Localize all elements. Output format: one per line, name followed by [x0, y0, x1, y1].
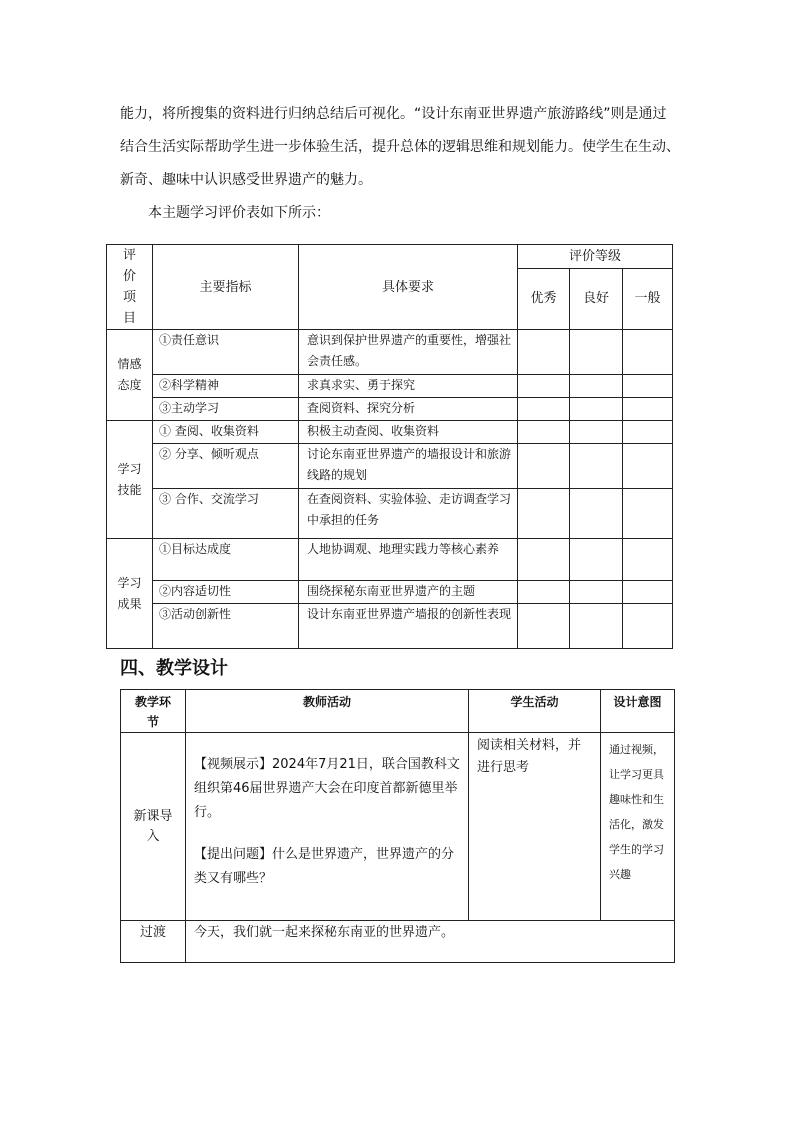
header-requirement: 具体要求 [299, 245, 518, 330]
grade-cell[interactable] [623, 489, 673, 539]
grade-cell[interactable] [518, 581, 570, 604]
header-stage: 教学环节 [121, 690, 186, 733]
grade-cell[interactable] [570, 398, 623, 421]
transition-cell: 今天，我们就一起来探秘东南亚的世界遗产。 [186, 921, 675, 963]
grade-cell[interactable] [518, 489, 570, 539]
indicator-cell: ①责任意识 [153, 330, 299, 375]
header-average: 一般 [623, 268, 673, 329]
intro-line: 结合生活实际帮助学生进一步体验生活，提升总体的逻辑思维和规划能力。使学生在生动、 [120, 139, 680, 155]
grade-cell[interactable] [570, 604, 623, 649]
requirement-cell: 在查阅资料、实验体验、走访调查学习中承担的任务 [299, 489, 518, 539]
grade-cell[interactable] [518, 421, 570, 444]
requirement-cell: 查阅资料、探究分析 [299, 398, 518, 421]
indicator-cell: ③主动学习 [153, 398, 299, 421]
requirement-cell: 积极主动查阅、收集资料 [299, 421, 518, 444]
grade-cell[interactable] [518, 444, 570, 489]
grade-cell[interactable] [623, 375, 673, 398]
indicator-cell: ② 分享、倾听观点 [153, 444, 299, 489]
intro-line: 新奇、趣味中认识感受世界遗产的魅力。 [120, 172, 372, 188]
header-grade: 评价等级 [518, 245, 673, 269]
teaching-design-table [120, 689, 675, 963]
grade-cell[interactable] [518, 375, 570, 398]
student-activity-cell: 阅读相关材料，并进行思考 [469, 733, 601, 921]
grade-cell[interactable] [623, 604, 673, 649]
indicator-cell: ①目标达成度 [153, 539, 299, 581]
evaluation-table [106, 244, 673, 649]
header-intent: 设计意图 [601, 690, 675, 733]
grade-cell[interactable] [623, 539, 673, 581]
grade-cell[interactable] [518, 330, 570, 375]
teacher-activity-cell [186, 733, 469, 921]
header-indicator: 主要指标 [153, 245, 299, 330]
grade-cell[interactable] [518, 398, 570, 421]
intro-line: 能力，将所搜集的资料进行归纳总结后可视化。“设计东南亚世界遗产旅游路线”则是通过 [120, 106, 667, 122]
grade-cell[interactable] [570, 421, 623, 444]
grade-cell[interactable] [570, 444, 623, 489]
indicator-cell: ③ 合作、交流学习 [153, 489, 299, 539]
requirement-cell: 围绕探秘东南亚世界遗产的主题 [299, 581, 518, 604]
stage-cell: 新课导入 [121, 733, 186, 921]
design-intent-cell: 通过视频，让学习更具趣味性和生活化，激发学生的学习兴趣 [601, 733, 675, 921]
header-excellent: 优秀 [518, 268, 570, 329]
grade-cell[interactable] [623, 330, 673, 375]
grade-cell[interactable] [623, 444, 673, 489]
header-item: 评价项目 [107, 245, 153, 330]
grade-cell[interactable] [570, 581, 623, 604]
teacher-activity-question: 【提出问题】什么是世界遗产，世界遗产的分类又有哪些？ [194, 847, 455, 886]
grade-cell[interactable] [623, 398, 673, 421]
indicator-cell: ②内容适切性 [153, 581, 299, 604]
requirement-cell: 讨论东南亚世界遗产的墙报设计和旅游线路的规划 [299, 444, 518, 489]
grade-cell[interactable] [570, 489, 623, 539]
indicator-cell: ① 查阅、收集资料 [153, 421, 299, 444]
grade-cell[interactable] [570, 375, 623, 398]
stage-cell: 过渡 [121, 921, 186, 963]
grade-cell[interactable] [570, 330, 623, 375]
header-good: 良好 [570, 268, 623, 329]
grade-cell[interactable] [570, 539, 623, 581]
section-title: 四、教学设计 [120, 658, 228, 679]
category-cell: 情感态度 [107, 330, 153, 421]
indicator-cell: ②科学精神 [153, 375, 299, 398]
requirement-cell: 人地协调观、地理实践力等核心素养 [299, 539, 518, 581]
requirement-cell: 意识到保护世界遗产的重要性，增强社会责任感。 [299, 330, 518, 375]
grade-cell[interactable] [623, 421, 673, 444]
teacher-activity-video: 【视频展示】2024年7月21日，联合国教科文组织第46届世界遗产大会在印度首都新德里举行。 [194, 757, 460, 820]
indicator-cell: ③活动创新性 [153, 604, 299, 649]
requirement-cell: 求真求实、勇于探究 [299, 375, 518, 398]
grade-cell[interactable] [518, 604, 570, 649]
requirement-cell: 设计东南亚世界遗产墙报的创新性表现 [299, 604, 518, 649]
grade-cell[interactable] [623, 581, 673, 604]
header-student: 学生活动 [469, 690, 601, 733]
intro-paragraph [120, 98, 690, 230]
header-teacher: 教师活动 [186, 690, 469, 733]
table-intro-line: 本主题学习评价表如下所示： [148, 205, 330, 221]
grade-cell[interactable] [518, 539, 570, 581]
category-cell: 学习成果 [107, 539, 153, 649]
category-cell: 学习技能 [107, 421, 153, 539]
